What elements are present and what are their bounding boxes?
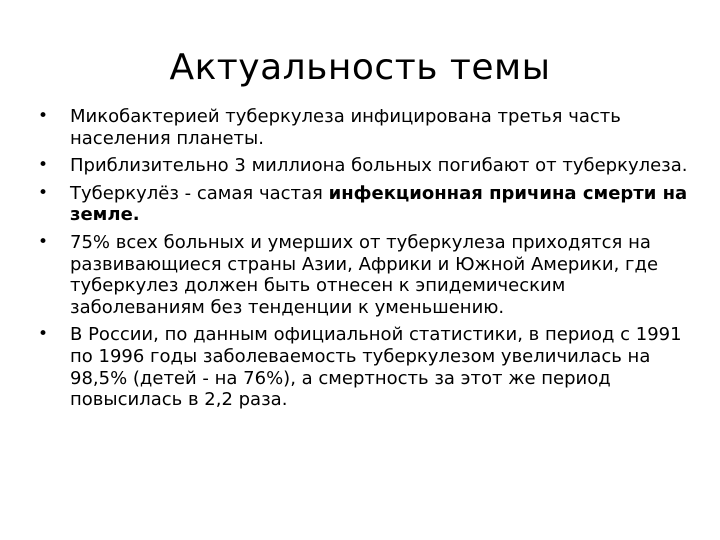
bullet-item	[38, 183, 688, 226]
bullet-item	[38, 232, 688, 318]
bullet-dot-icon: •	[38, 324, 49, 345]
bullet-text: Туберкулёз - самая частая	[70, 182, 329, 204]
bullet-text: В России, по данным официальной статистики, в период с 1991 по 1996 годы заболеваемость туберкулезом увеличилась на 98,5% (детей - на 76%), а смертность за этот же период повысилась в 2,2 раза.	[70, 324, 682, 411]
bullet-list	[38, 106, 688, 417]
bullet-text: Микобактерией туберкулеза инфицирована третья часть населения планеты.	[70, 106, 621, 149]
bullet-text: 75% всех больных и умерших от туберкулеза приходятся на развивающиеся страны Азии, Африки и Южной Америки, где туберкулез должен быть отнесен к эпидемическим заболеваниям без тенденции к уменьшению.	[70, 231, 659, 318]
bullet-text: Приблизительно 3 миллиона больных погибают от туберкулеза.	[70, 155, 688, 177]
bullet-text-bold: инфекционная причина смерти на земле.	[70, 182, 688, 226]
slide-title: Актуальность темы	[169, 47, 551, 88]
bullet-dot-icon: •	[38, 106, 49, 126]
bullet-item	[38, 106, 688, 149]
bullet-item	[38, 155, 688, 177]
bullet-dot-icon: •	[38, 155, 49, 176]
bullet-item	[38, 324, 688, 410]
bullet-dot-icon: •	[38, 182, 49, 203]
bullet-dot-icon: •	[38, 231, 49, 252]
